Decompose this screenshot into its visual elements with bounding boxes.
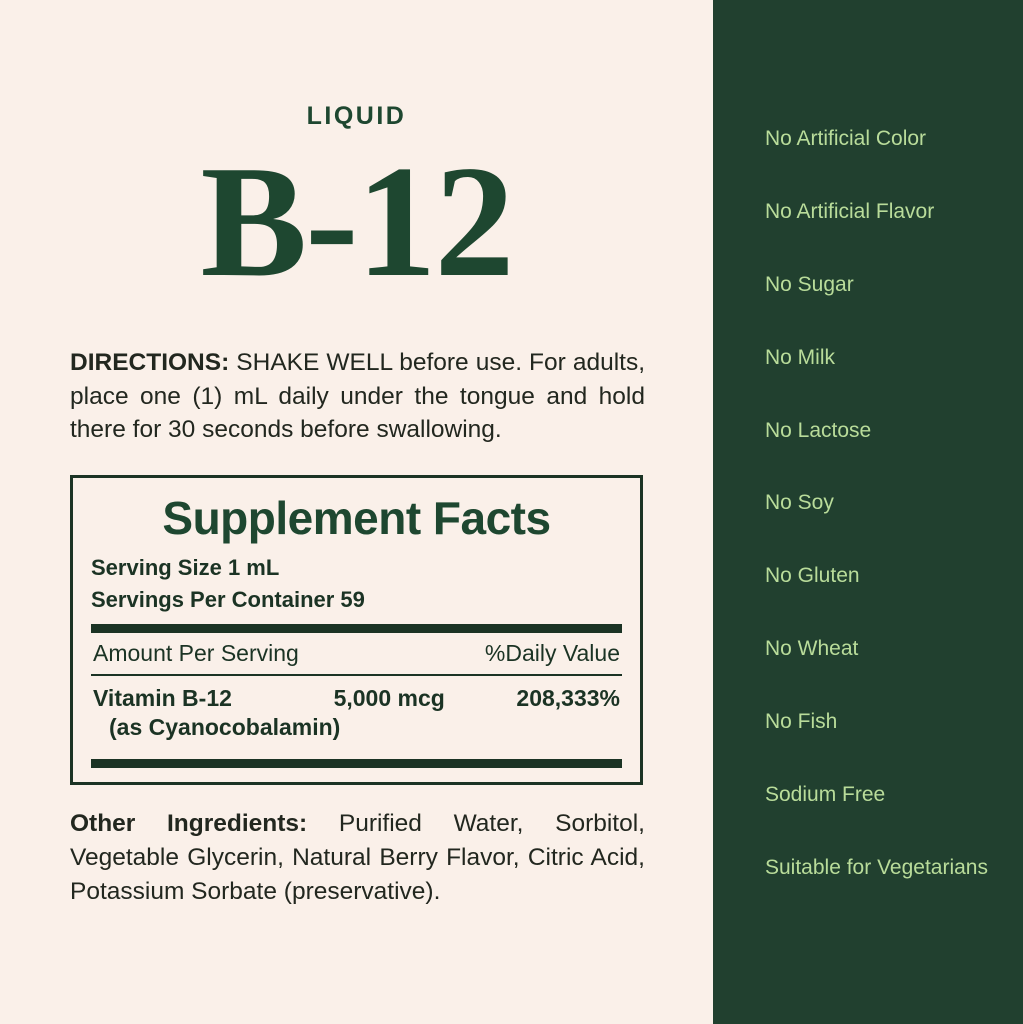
- claims-sidebar: [713, 0, 1023, 1024]
- other-ingredients-label: Other Ingredients:: [70, 810, 308, 838]
- claim-item: No Gluten: [765, 564, 860, 588]
- facts-column-headers: [91, 633, 622, 674]
- servings-per-container: Servings Per Container 59: [91, 587, 365, 613]
- claim-item: Suitable for Vegetarians: [765, 855, 988, 879]
- claim-item: Sodium Free: [765, 782, 886, 806]
- claim-item: No Artificial Flavor: [765, 199, 935, 223]
- nutrient-amount: 5,000 mcg: [333, 685, 445, 712]
- other-ingredients-block: [70, 807, 645, 908]
- page-title: B-12: [200, 132, 513, 310]
- nutrient-daily-value: 208,333%: [516, 685, 620, 712]
- supplement-facts-panel: [70, 475, 643, 785]
- claim-item: No Fish: [765, 710, 838, 733]
- directions-block: [70, 346, 645, 447]
- claim-item: No Artificial Color: [765, 127, 927, 150]
- claim-item: No Sugar: [765, 272, 854, 296]
- table-row: [91, 676, 622, 712]
- claim-item: No Soy: [765, 491, 834, 515]
- nutrient-source: (as Cyanocobalamin): [109, 714, 341, 741]
- directions-label: DIRECTIONS:: [70, 348, 230, 376]
- serving-size: Serving Size 1 mL: [91, 555, 280, 581]
- claim-item: No Wheat: [765, 637, 859, 661]
- nutrient-name: Vitamin B-12: [93, 685, 232, 712]
- other-ingredients-text: Purified Water, Sorbitol, Vegetable Glycerin, Natural Berry Flavor, Citric Acid, Potassium Sorbate (preservative).: [70, 810, 645, 905]
- divider-thick-top: [91, 624, 622, 633]
- directions-text: SHAKE WELL before use. For adults, place one (1) mL daily under the tongue and hold there for 30 seconds before swallowing.: [70, 348, 645, 444]
- divider-thick-bottom: [91, 759, 622, 768]
- amount-per-serving-header: Amount Per Serving: [93, 640, 299, 667]
- supplement-facts-heading: Supplement Facts: [162, 492, 551, 545]
- product-kicker: LIQUID: [306, 102, 407, 130]
- claim-item: No Lactose: [765, 418, 872, 442]
- daily-value-header: %Daily Value: [484, 640, 620, 667]
- claim-item: No Milk: [765, 345, 836, 369]
